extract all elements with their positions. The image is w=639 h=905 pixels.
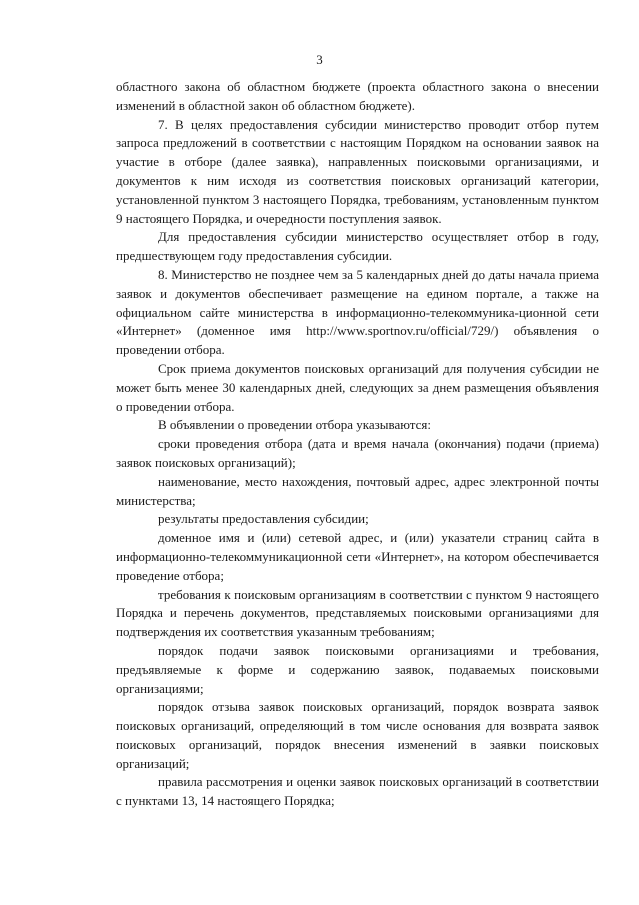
paragraph-continuation: областного закона об областном бюджете (проекта областного закона о внесении изменений в областной закон об областном бюджете).: [116, 79, 599, 113]
list-item-application-procedure: порядок подачи заявок поисковыми организациями и требования, предъявляемые к форме и содержанию заявок, подаваемых поисковыми организациями;: [116, 642, 599, 696]
list-item-review-rules: правила рассмотрения и оценки заявок поисковых организаций в соответствии с пунктами 13, 14 настоящего Порядка;: [116, 774, 599, 809]
document-body: [116, 78, 599, 811]
list-item-withdrawal-procedure: порядок отзыва заявок поисковых организаций, порядок возврата заявок поисковых организаций, определяющий в том числе основания для возврата заявок поисковых организаций, порядок внесения изменений в заявки поисковых организаций;: [116, 699, 599, 771]
list-item-ministry-details: наименование, место нахождения, почтовый адрес, адрес электронной почты министерства;: [116, 473, 599, 508]
list-item-domain-name: доменное имя и (или) сетевой адрес, и (или) указатели страниц сайта в информационно-телекоммуникационной сети «Интернет», на котором обеспечивается проведение отбора;: [116, 530, 599, 583]
paragraph-announcement-contents: В объявлении о проведении отбора указываются:: [158, 417, 432, 433]
page-number: 3: [316, 52, 323, 67]
paragraph-selection-timing: Для предоставления субсидии министерство осуществляет отбор в году, предшествующем году предоставления субсидии.: [116, 229, 599, 264]
list-item-deadlines: сроки проведения отбора (дата и время начала (окончания) подачи (приема) заявок поисковых организаций);: [116, 436, 599, 470]
list-item-results: результаты предоставления субсидии;: [158, 511, 369, 527]
paragraph-item-7: 7. В целях предоставления субсидии министерство проводит отбор путем запроса предложений в соответствии с настоящим Порядком на основании заявок на участие в отборе (далее заявка), направленных поисковыми организациями, и документов к ним исходя из соответствия поисковых организаций категории, установленной пунктом 3 настоящего Порядка, требованиям, установленным пунктом 9 настоящего Порядка, и очередности поступления заявок.: [116, 116, 599, 226]
paragraph-item-8: 8. Министерство не позднее чем за 5 календарных дней до даты начала приема заявок и документов обеспечивает размещение на едином портале, а также на официальном сайте министерства в информационно-телекоммуника-ционной сети «Интернет» (доменное имя http://www.sportnov.ru/official/729/) объявления о проведении отбора.: [116, 266, 599, 358]
list-item-requirements: требования к поисковым организациям в соответствии с пунктом 9 настоящего Порядка и перечень документов, представляемых поисковыми организациями для подтверждения их соответствия указанным требованиям;: [116, 586, 599, 640]
paragraph-submission-period: Срок приема документов поисковых организаций для получения субсидии не может быть менее 30 календарных дней, следующих за днем размещения объявления о проведении отбора.: [116, 360, 599, 414]
